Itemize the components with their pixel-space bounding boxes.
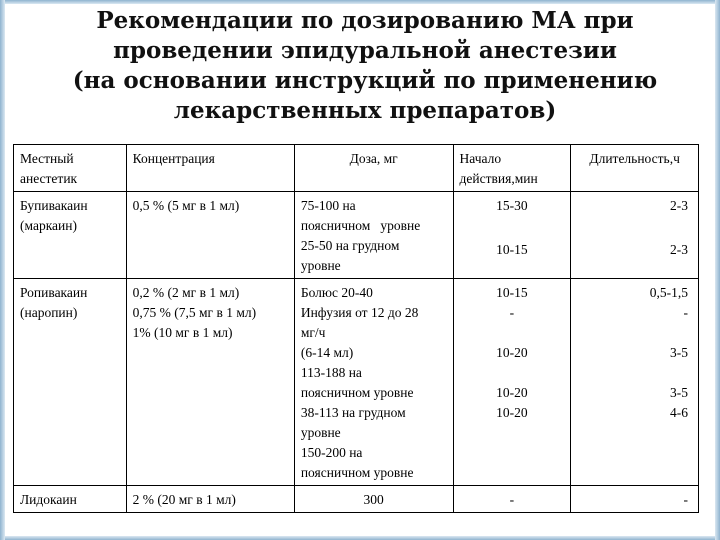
header-dose [294, 145, 453, 192]
cell-text: поясничном уровне [300, 385, 414, 400]
cell-onset [453, 192, 571, 279]
header-agent [14, 145, 127, 192]
cell-text: 10-20 [496, 345, 528, 360]
cell-agent [14, 486, 127, 513]
title-line-1: Рекомендации по дозированию МА при [96, 7, 634, 34]
cell-concentration [126, 192, 294, 279]
cell-text: уровне [300, 258, 341, 273]
cell-text: 2-3 [670, 242, 688, 257]
cell-duration [571, 486, 699, 513]
cell-text: 10-15 [496, 285, 528, 300]
header-agent-line: анестетик [20, 171, 78, 186]
table-row [14, 486, 699, 513]
dosage-table [13, 144, 699, 513]
cell-text: 4-6 [670, 405, 688, 420]
cell-text: 0,5 % (5 мг в 1 мл) [132, 198, 240, 213]
cell-text: 113-188 на [300, 365, 362, 380]
cell-text: поясничном уровне [300, 218, 421, 233]
cell-text: 3-5 [670, 385, 688, 400]
cell-text: 0,75 % (7,5 мг в 1 мл) [132, 305, 257, 320]
cell-duration [571, 192, 699, 279]
header-duration [571, 145, 699, 192]
cell-text: 2 % (20 мг в 1 мл) [132, 492, 236, 507]
frame-border-bottom [0, 536, 720, 540]
cell-concentration [126, 486, 294, 513]
cell-duration [571, 279, 699, 486]
cell-text: 15-30 [496, 198, 528, 213]
cell-text: - [509, 492, 515, 507]
cell-dose [294, 279, 453, 486]
cell-text: 1% (10 мг в 1 мл) [132, 325, 233, 340]
cell-text: 3-5 [670, 345, 688, 360]
header-onset-line: Начало [459, 151, 502, 166]
cell-agent [14, 279, 127, 486]
cell-text: - [683, 492, 688, 507]
cell-dose [294, 486, 453, 513]
header-concentration [126, 145, 294, 192]
cell-text: 38-113 на грудном [300, 405, 406, 420]
cell-text: 0,2 % (2 мг в 1 мл) [132, 285, 240, 300]
title-line-4: лекарственных препаратов) [173, 97, 557, 124]
cell-text: (6-14 мл) [300, 345, 354, 360]
cell-text: - [683, 305, 688, 320]
cell-text: (наропин) [20, 305, 78, 320]
cell-agent [14, 192, 127, 279]
table-row [14, 279, 699, 486]
table-header-row [14, 145, 699, 192]
header-concentration-label: Концентрация [132, 151, 215, 166]
cell-text: - [509, 305, 515, 320]
slide-title [20, 6, 710, 126]
title-line-3: (на основании инструкций по применению [72, 67, 658, 94]
cell-text: поясничном уровне [300, 465, 414, 480]
cell-text: 25-50 на грудном [300, 238, 400, 253]
cell-text: 0,5-1,5 [649, 285, 688, 300]
table-row [14, 192, 699, 279]
header-onset [453, 145, 571, 192]
frame-border-right [715, 0, 720, 540]
cell-text: Бупивакаин [20, 198, 88, 213]
title-line-2: проведении эпидуральной анестезии [113, 37, 617, 64]
cell-text: уровне [300, 425, 341, 440]
cell-text: 2-3 [670, 198, 688, 213]
cell-text: (маркаин) [20, 218, 77, 233]
cell-text: Болюс 20-40 [300, 285, 373, 300]
cell-text: Инфузия от 12 до 28 [300, 305, 419, 320]
frame-border-top [0, 0, 720, 4]
cell-text: Ропивакаин [20, 285, 88, 300]
cell-text: Лидокаин [20, 492, 77, 507]
cell-dose [294, 192, 453, 279]
header-duration-label: Длительность,ч [589, 151, 680, 166]
cell-text: 10-15 [496, 242, 528, 257]
cell-text: 150-200 на [300, 445, 363, 460]
cell-text: 10-20 [496, 385, 528, 400]
frame-border-left [0, 0, 5, 540]
cell-text: мг/ч [300, 325, 326, 340]
cell-concentration [126, 279, 294, 486]
header-agent-line: Местный [20, 151, 74, 166]
cell-text: 300 [363, 492, 384, 507]
header-onset-line: действия,мин [459, 171, 538, 186]
header-dose-label: Доза, мг [349, 151, 398, 166]
cell-text: 10-20 [496, 405, 528, 420]
cell-onset [453, 279, 571, 486]
cell-onset [453, 486, 571, 513]
cell-text: 75-100 на [300, 198, 356, 213]
